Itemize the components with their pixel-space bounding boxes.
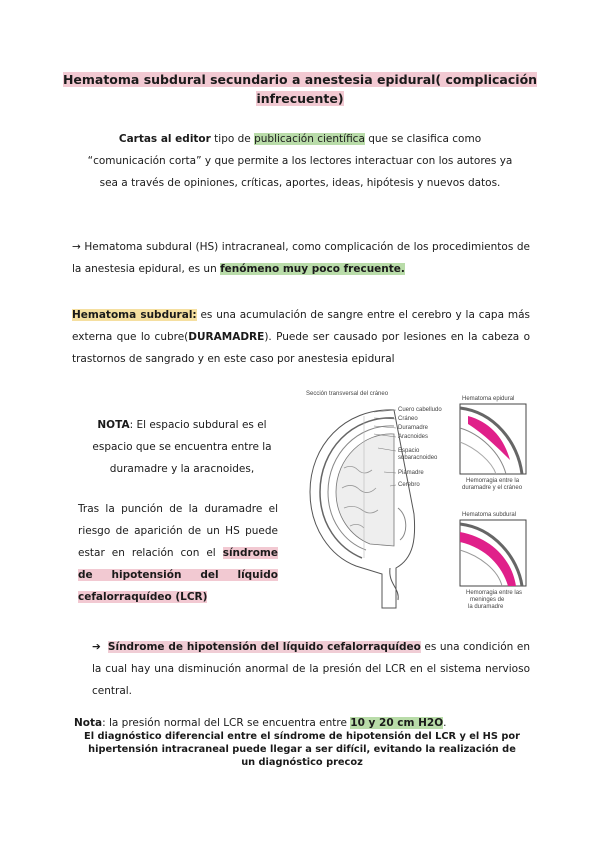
nota2-label: Nota — [74, 717, 103, 729]
intro-bold-label: Cartas al editor — [118, 133, 211, 145]
intro-line-3: sea a través de opiniones, críticas, aportes, ideas, hipótesis y nuevos datos. — [99, 177, 501, 189]
label-espacio: Espacio — [398, 448, 420, 454]
label-piamadre: Piamadre — [398, 470, 424, 476]
sindrome-paragraph — [92, 636, 530, 702]
nota-line-3: duramadre y la aracnoides, — [109, 463, 255, 475]
definition-text-b: ). Puede ser causado por lesiones en la cabeza o trastornos de sangrado y en este caso por anestesia epidural — [72, 331, 530, 365]
arrow-icon: → — [72, 241, 81, 253]
puncion-paragraph — [78, 498, 278, 608]
figure-main-title: Sección transversal del cráneo — [306, 391, 389, 397]
nota-line-2: espacio que se encuentra entre la — [92, 441, 272, 453]
page-title — [60, 70, 540, 108]
sindrome-arrow-icon: ➔ — [92, 641, 101, 653]
nota2-highlight: 10 y 20 cm H2O — [350, 717, 444, 729]
label-cuero-cabelludo: Cuero cabelludo — [398, 407, 442, 413]
inset-bottom-caption-2: meninges de — [470, 597, 505, 603]
puncion-text: Tras la punción de la duramadre el riesgo de aparición de un HS puede estar en relación con el — [78, 503, 278, 559]
intro-text-a: tipo de — [210, 133, 255, 145]
intro-text-b: que se clasifica como — [364, 133, 482, 145]
intro-line-2: “comunicación corta” y que permite a los lectores interactuar con los autores ya — [87, 155, 513, 167]
label-aracnoides: Aracnoides — [398, 434, 429, 440]
arrow-text-a: Hematoma subdural (HS) intracraneal, como complicación de los procedimientos de la anestesia epidural, es un — [72, 241, 530, 275]
label-cerebro: Cerebro — [398, 482, 420, 488]
inset-bottom-caption-1: Hemorragia entre las — [466, 590, 523, 596]
arrow-highlight: fenómeno muy poco frecuente. — [220, 263, 405, 275]
sindrome-highlight: Síndrome de hipotensión del líquido cefalorraquídeo — [107, 641, 421, 653]
label-subaracnoideo: subaracnoideo — [398, 455, 438, 461]
inset-top-caption-2: duramadre y el cráneo — [462, 485, 523, 491]
skull-cross-section-figure — [304, 388, 534, 610]
sindrome-text: es una condición en la cual hay una disminución anormal de la presión del LCR en el sistema nervioso central. — [92, 641, 530, 697]
nota-label: NOTA — [97, 419, 130, 431]
subdural-hematoma-inset — [460, 520, 526, 586]
nota2-text-b: . — [443, 717, 447, 729]
nota-box — [82, 414, 282, 480]
definition-text-a: es una acumulación de sangre entre el cerebro y la capa más externa que lo cubre( — [72, 309, 530, 343]
nota-line-1: : El espacio subdural es el — [129, 419, 267, 431]
puncion-highlight: síndrome de hipotensión del líquido cefalorraquídeo (LCR) — [78, 547, 278, 603]
inset-top-caption-1: Hemorragia entre la — [466, 478, 520, 484]
title-line-2: infrecuente) — [256, 91, 344, 106]
label-duramadre: Duramadre — [398, 425, 429, 431]
label-craneo: Cráneo — [398, 416, 418, 422]
title-line-1: Hematoma subdural secundario a anestesia epidural( complicación — [62, 72, 538, 87]
inset-top-title: Hematoma epidural — [462, 396, 515, 402]
nota2-text-a: : la presión normal del LCR se encuentra entre — [102, 717, 351, 729]
epidural-hematoma-inset — [460, 404, 526, 474]
intro-paragraph — [70, 128, 530, 194]
conclusion-paragraph: El diagnóstico diferencial entre el síndrome de hipotensión del LCR y el HS por hipertensión intracraneal puede llegar a ser difícil, evitando la realización de un diagnóstico precoz — [84, 731, 520, 768]
definition-paragraph — [72, 304, 530, 370]
inset-bottom-title: Hematoma subdural — [462, 512, 517, 518]
definition-bold: DURAMADRE — [188, 331, 265, 343]
inset-bottom-caption-3: la duramadre — [468, 604, 504, 610]
intro-highlight: publicación científica — [254, 133, 365, 145]
definition-term: Hematoma subdural: — [72, 309, 197, 321]
arrow-paragraph — [72, 236, 530, 280]
